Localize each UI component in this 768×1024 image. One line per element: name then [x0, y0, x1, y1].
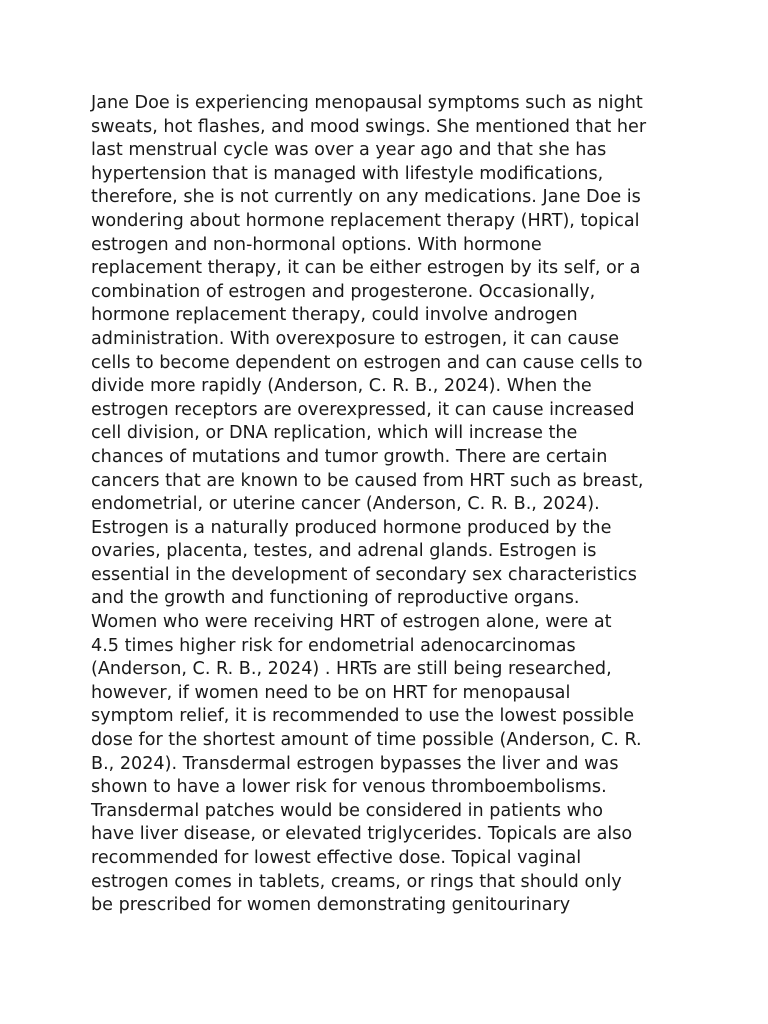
text-line: Women who were receiving HRT of estrogen alone, were at [91, 612, 612, 633]
text-line: hypertension that is managed with lifestyle modifications, [91, 163, 604, 184]
text-line: replacement therapy, it can be either estrogen by its self, or a [91, 258, 641, 279]
text-line: recommended for lowest effective dose. Topical vaginal [91, 848, 582, 868]
text-line: have liver disease, or elevated triglycerides. Topicals are also [91, 824, 633, 845]
text-line: be prescribed for women demonstrating genitourinary [91, 895, 571, 916]
text-line: 4.5 times higher risk for endometrial adenocarcinomas [91, 635, 576, 656]
text-line: therefore, she is not currently on any medications. Jane Doe is [91, 187, 641, 208]
text-line: Jane Doe is experiencing menopausal symptoms such as night [91, 93, 643, 113]
text-line: shown to have a lower risk for venous thromboembolisms. [91, 777, 607, 798]
body-paragraph [91, 92, 691, 918]
text-line: last menstrual cycle was over a year ago and that she has [91, 140, 607, 161]
text-line: Transdermal patches would be considered in patients who [91, 800, 603, 821]
text-line: administration. With overexposure to estrogen, it can cause [91, 328, 620, 349]
text-line: ovaries, placenta, testes, and adrenal glands. Estrogen is [91, 541, 597, 562]
text-line: (Anderson, C. R. B., 2024) . HRTs are still being researched, [91, 659, 612, 680]
text-line: however, if women need to be on HRT for menopausal [91, 682, 571, 703]
text-line: estrogen comes in tablets, creams, or rings that should only [91, 871, 622, 892]
text-line: wondering about hormone replacement therapy (HRT), topical [91, 210, 640, 231]
text-line: essential in the development of secondary sex characteristics [91, 564, 637, 585]
text-line: symptom relief, it is recommended to use the lowest possible [91, 706, 635, 727]
text-line: combination of estrogen and progesterone. Occasionally, [91, 281, 596, 302]
text-line: divide more rapidly (Anderson, C. R. B., 2024). When the [91, 376, 592, 397]
text-line: cancers that are known to be caused from HRT such as breast, [91, 470, 644, 491]
text-line: Estrogen is a naturally produced hormone produced by the [91, 517, 612, 538]
text-line: sweats, hot flashes, and mood swings. She mentioned that her [91, 116, 647, 137]
text-line: hormone replacement therapy, could involve androgen [91, 305, 578, 326]
text-line: estrogen receptors are overexpressed, it can cause increased [91, 399, 635, 420]
text-line: chances of mutations and tumor growth. There are certain [91, 446, 608, 467]
text-line: cells to become dependent on estrogen and can cause cells to [91, 352, 643, 373]
text-line: cell division, or DNA replication, which will increase the [91, 423, 578, 444]
text-line: and the growth and functioning of reproductive organs. [91, 588, 580, 609]
text-line: endometrial, or uterine cancer (Anderson, C. R. B., 2024). [91, 494, 600, 515]
text-line: dose for the shortest amount of time possible (Anderson, C. R. [91, 730, 642, 751]
text-line: B., 2024). Transdermal estrogen bypasses the liver and was [91, 753, 619, 774]
text-line: estrogen and non-hormonal options. With hormone [91, 234, 542, 255]
